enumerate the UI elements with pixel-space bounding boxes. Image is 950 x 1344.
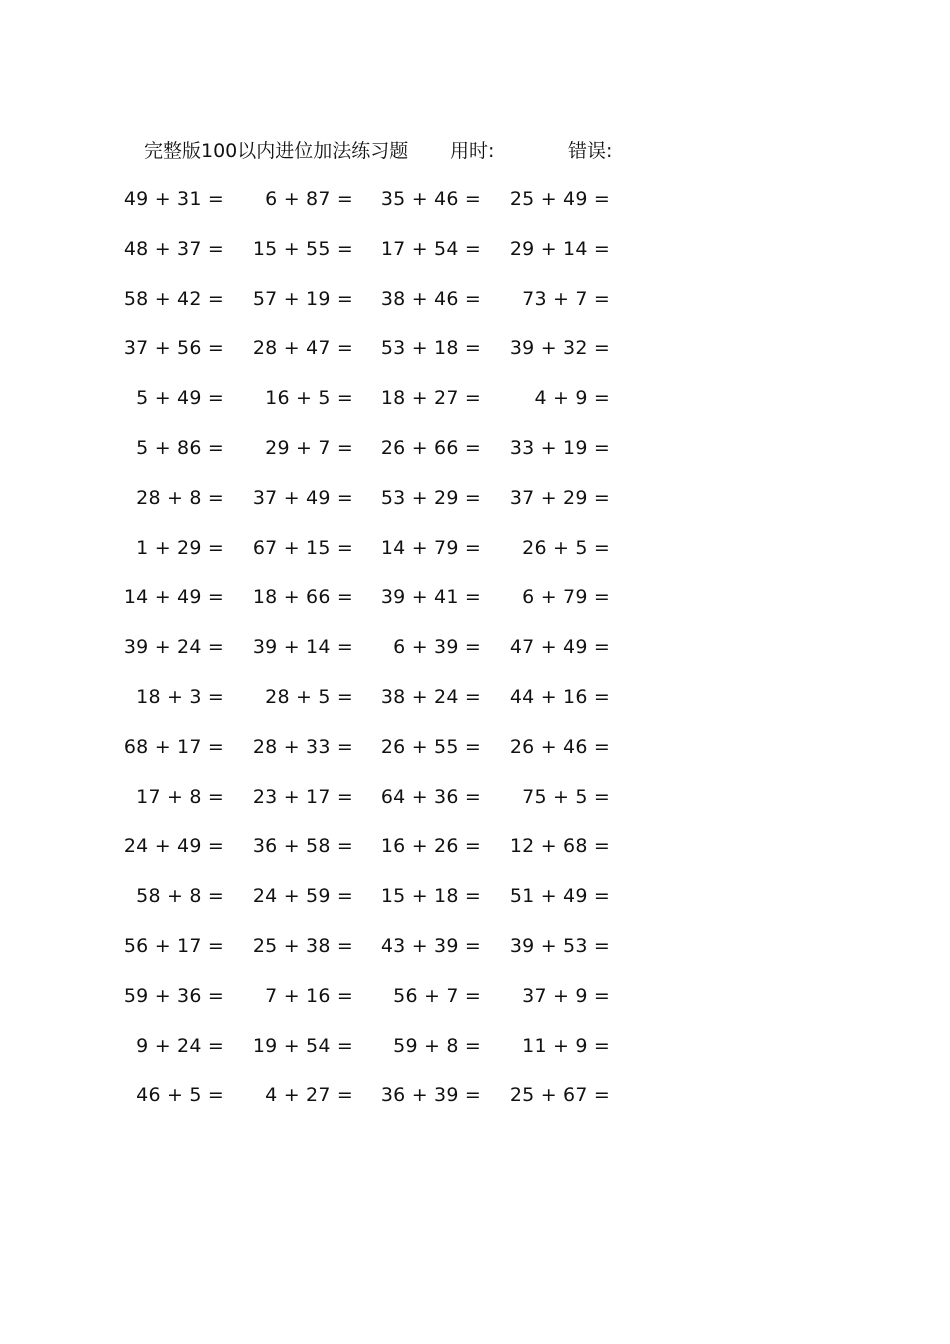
addition-problem: 56 + 7 = <box>393 984 481 1007</box>
addition-problem: 39 + 24 = <box>123 636 224 659</box>
addition-problem: 73 + 7 = <box>522 287 610 310</box>
addition-problem: 18 + 27 = <box>380 387 481 410</box>
addition-problem: 58 + 42 = <box>123 287 224 310</box>
problem-grid <box>0 184 950 1130</box>
addition-problem: 68 + 17 = <box>123 735 224 758</box>
addition-problem: 37 + 29 = <box>509 486 610 509</box>
addition-problem: 36 + 39 = <box>380 1084 481 1107</box>
addition-problem: 5 + 49 = <box>136 387 224 410</box>
problem-row <box>0 582 950 632</box>
addition-problem: 51 + 49 = <box>509 885 610 908</box>
addition-problem: 56 + 17 = <box>123 934 224 957</box>
addition-problem: 17 + 8 = <box>136 785 224 808</box>
addition-problem: 39 + 32 = <box>509 337 610 360</box>
problem-row <box>0 433 950 483</box>
addition-problem: 6 + 39 = <box>393 636 481 659</box>
problem-row <box>0 682 950 732</box>
addition-problem: 28 + 47 = <box>252 337 353 360</box>
addition-problem: 36 + 58 = <box>252 835 353 858</box>
addition-problem: 28 + 8 = <box>136 486 224 509</box>
addition-problem: 39 + 53 = <box>509 934 610 957</box>
addition-problem: 35 + 46 = <box>380 188 481 210</box>
problem-row <box>0 383 950 433</box>
addition-problem: 38 + 24 = <box>380 685 481 708</box>
addition-problem: 64 + 36 = <box>380 785 481 808</box>
addition-problem: 11 + 9 = <box>522 1034 610 1057</box>
addition-problem: 59 + 8 = <box>393 1034 481 1057</box>
error-count-label: 错误: <box>568 140 613 162</box>
addition-problem: 14 + 49 = <box>123 586 224 609</box>
addition-problem: 4 + 27 = <box>265 1084 353 1107</box>
addition-problem: 48 + 37 = <box>123 237 224 260</box>
addition-problem: 19 + 54 = <box>252 1034 353 1057</box>
addition-problem: 28 + 33 = <box>252 735 353 758</box>
problem-row <box>0 881 950 931</box>
addition-problem: 33 + 19 = <box>509 436 610 459</box>
problem-row <box>0 831 950 881</box>
addition-problem: 59 + 36 = <box>123 984 224 1007</box>
addition-problem: 43 + 39 = <box>380 934 481 957</box>
problem-row <box>0 1080 950 1130</box>
addition-problem: 67 + 15 = <box>252 536 353 559</box>
addition-problem: 18 + 66 = <box>252 586 353 609</box>
problem-row <box>0 234 950 284</box>
problem-row <box>0 533 950 583</box>
addition-problem: 44 + 16 = <box>509 685 610 708</box>
worksheet-header <box>0 136 950 166</box>
addition-problem: 26 + 5 = <box>522 536 610 559</box>
addition-problem: 18 + 3 = <box>136 685 224 708</box>
addition-problem: 53 + 29 = <box>380 486 481 509</box>
addition-problem: 6 + 79 = <box>522 586 610 609</box>
addition-problem: 4 + 9 = <box>534 387 610 410</box>
worksheet-title: 完整版100以内进位加法练习题 <box>144 140 409 162</box>
problem-row <box>0 1031 950 1081</box>
problem-row <box>0 732 950 782</box>
addition-problem: 12 + 68 = <box>509 835 610 858</box>
problem-row <box>0 184 950 234</box>
problem-row <box>0 632 950 682</box>
problem-row <box>0 981 950 1031</box>
addition-problem: 58 + 8 = <box>136 885 224 908</box>
addition-problem: 25 + 49 = <box>509 188 610 210</box>
addition-problem: 23 + 17 = <box>252 785 353 808</box>
addition-problem: 26 + 55 = <box>380 735 481 758</box>
addition-problem: 25 + 38 = <box>252 934 353 957</box>
addition-problem: 38 + 46 = <box>380 287 481 310</box>
problem-row <box>0 333 950 383</box>
addition-problem: 5 + 86 = <box>136 436 224 459</box>
problem-row <box>0 483 950 533</box>
addition-problem: 28 + 5 = <box>265 685 353 708</box>
addition-problem: 9 + 24 = <box>136 1034 224 1057</box>
addition-problem: 57 + 19 = <box>252 287 353 310</box>
addition-problem: 1 + 29 = <box>136 536 224 559</box>
problem-row <box>0 931 950 981</box>
addition-problem: 24 + 49 = <box>123 835 224 858</box>
addition-problem: 15 + 55 = <box>252 237 353 260</box>
time-used-label: 用时: <box>450 140 495 162</box>
addition-problem: 24 + 59 = <box>252 885 353 908</box>
addition-problem: 37 + 9 = <box>522 984 610 1007</box>
addition-problem: 16 + 5 = <box>265 387 353 410</box>
addition-problem: 26 + 46 = <box>509 735 610 758</box>
addition-problem: 37 + 56 = <box>123 337 224 360</box>
addition-problem: 25 + 67 = <box>509 1084 610 1107</box>
addition-problem: 7 + 16 = <box>265 984 353 1007</box>
addition-problem: 39 + 41 = <box>380 586 481 609</box>
addition-problem: 17 + 54 = <box>380 237 481 260</box>
addition-problem: 16 + 26 = <box>380 835 481 858</box>
addition-problem: 29 + 14 = <box>509 237 610 260</box>
problem-row <box>0 284 950 334</box>
addition-problem: 49 + 31 = <box>123 188 224 210</box>
addition-problem: 26 + 66 = <box>380 436 481 459</box>
addition-problem: 14 + 79 = <box>380 536 481 559</box>
addition-problem: 37 + 49 = <box>252 486 353 509</box>
addition-problem: 39 + 14 = <box>252 636 353 659</box>
addition-problem: 29 + 7 = <box>265 436 353 459</box>
addition-problem: 46 + 5 = <box>136 1084 224 1107</box>
addition-problem: 53 + 18 = <box>380 337 481 360</box>
problem-row <box>0 782 950 832</box>
addition-problem: 75 + 5 = <box>522 785 610 808</box>
addition-problem: 15 + 18 = <box>380 885 481 908</box>
addition-problem: 6 + 87 = <box>265 188 353 210</box>
addition-problem: 47 + 49 = <box>509 636 610 659</box>
